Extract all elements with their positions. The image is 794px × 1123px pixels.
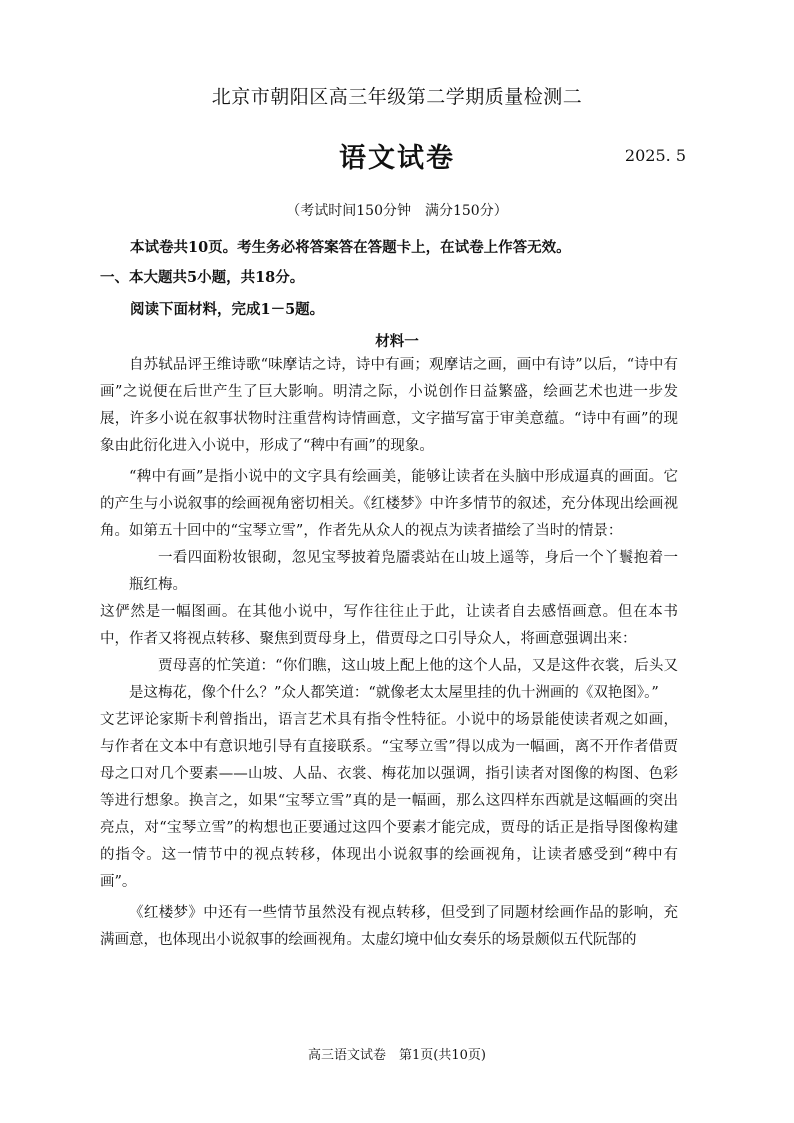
paragraph: “稗中有画”是指小说中的文字具有绘画美，能够让读者在头脑中形成逼真的画面。它的产生与小说叙事的绘画视角密切相关。《红楼梦》中许多情节的叙述，充分体现出绘画视角。如第五十回中的“宝琴立雪”，作者先从众人的视点为读者描绘了当时的情景： bbox=[100, 469, 678, 539]
material-title: 材料一 bbox=[375, 333, 419, 350]
section-instruction: 阅读下面材料，完成1－5题。 bbox=[130, 301, 325, 318]
subject-title: 语文试卷 bbox=[339, 143, 455, 174]
paragraph: 这俨然是一幅图画。在其他小说中，写作往往止于此，让读者自去感悟画意。但在本书中，作者又将视点转移、聚焦到贾母身上，借贾母之口引导众人，将画意强调出来： bbox=[100, 604, 678, 647]
paragraph: 文艺评论家斯卡利曾指出，语言艺术具有指令性特征。小说中的场景能使读者观之如画，与作者在文本中有意识地引导有直接联系。“宝琴立雪”得以成为一幅画，离不开作者借贾母之口对几个要素——山坡、人品、衣裳、梅花加以强调，指引读者对图像的构图、色彩等进行想象。换言之，如果“宝琴立雪”真的是一幅画，那么这四样东西就是这幅画的突出亮点，对“宝琴立雪”的构想也正要通过这四个要素才能完成，贾母的话正是指导图像构建的指令。这一情节中的视点转移，体现出小说叙事的绘画视角，让读者感受到“稗中有画”。 bbox=[100, 712, 678, 890]
section-heading: 一、本大题共5小题，共18分。 bbox=[100, 269, 305, 286]
block-quote: 贾母喜的忙笑道：“你们瞧，这山坡上配上他的这个人品，又是这件衣裳，后头又是这梅花，像个什么？”众人都笑道：“就像老太太屋里挂的仇十洲画的《双艳图》。” bbox=[129, 658, 678, 701]
exam-date: 2025. 5 bbox=[624, 146, 686, 165]
exam-notice: 本试卷共10页。考生务必将答案答在答题卡上，在试卷上作答无效。 bbox=[130, 239, 571, 256]
exam-title: 北京市朝阳区高三年级第二学期质量检测二 bbox=[211, 86, 583, 108]
paragraph: 自苏轼品评王维诗歌“味摩诘之诗，诗中有画；观摩诘之画，画中有诗”以后，“诗中有画”之说便在后世产生了巨大影响。明清之际，小说创作日益繁盛，绘画艺术也进一步发展，许多小说在叙事状物时注重营构诗情画意，文字描写富于审美意蕴。“诗中有画”的现象由此衍化进入小说中，形成了“稗中有画”的现象。 bbox=[100, 357, 678, 454]
page-footer: 高三语文试卷 第1页(共10页) bbox=[308, 1048, 486, 1063]
reading-material bbox=[100, 352, 678, 954]
exam-info: （考试时间150分钟 满分150分） bbox=[286, 203, 508, 219]
paragraph: 《红楼梦》中还有一些情节虽然没有视点转移，但受到了同题材绘画作品的影响，充满画意，也体现出小说叙事的绘画视角。太虚幻境中仙女奏乐的场景颇似五代阮郜的 bbox=[100, 905, 678, 948]
block-quote: 一看四面粉妆银砌，忽见宝琴披着凫靥裘站在山坡上遥等，身后一个丫鬟抱着一瓶红梅。 bbox=[129, 550, 678, 593]
